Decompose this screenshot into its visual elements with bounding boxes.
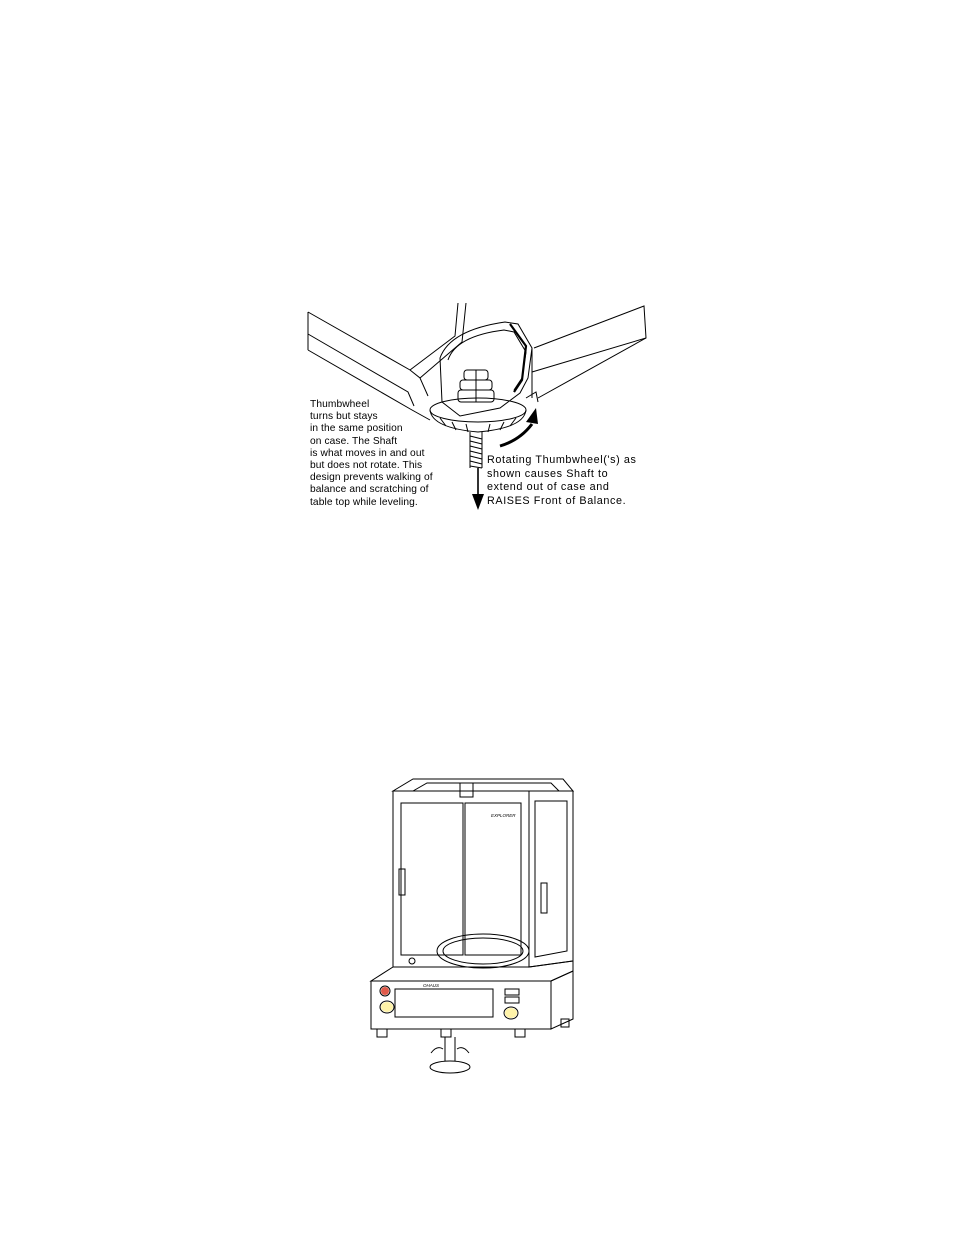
balance-drawing <box>365 775 590 1080</box>
thumbwheel-explanation-text: Thumbwheel turns but stays in the same position on case. The Shaft is what moves in and out but does not rotate. This design prevents walking of balance and scratching of table top while leveling. <box>310 399 433 508</box>
rotation-instruction-text: Rotating Thumbwheel('s) as shown causes Shaft to extend out of case and RAISES Front of Balance. <box>487 454 637 507</box>
model-label: EXPLORER <box>491 813 516 818</box>
balance-illustration <box>365 775 590 1080</box>
brand-label: OHAUS <box>423 983 440 988</box>
